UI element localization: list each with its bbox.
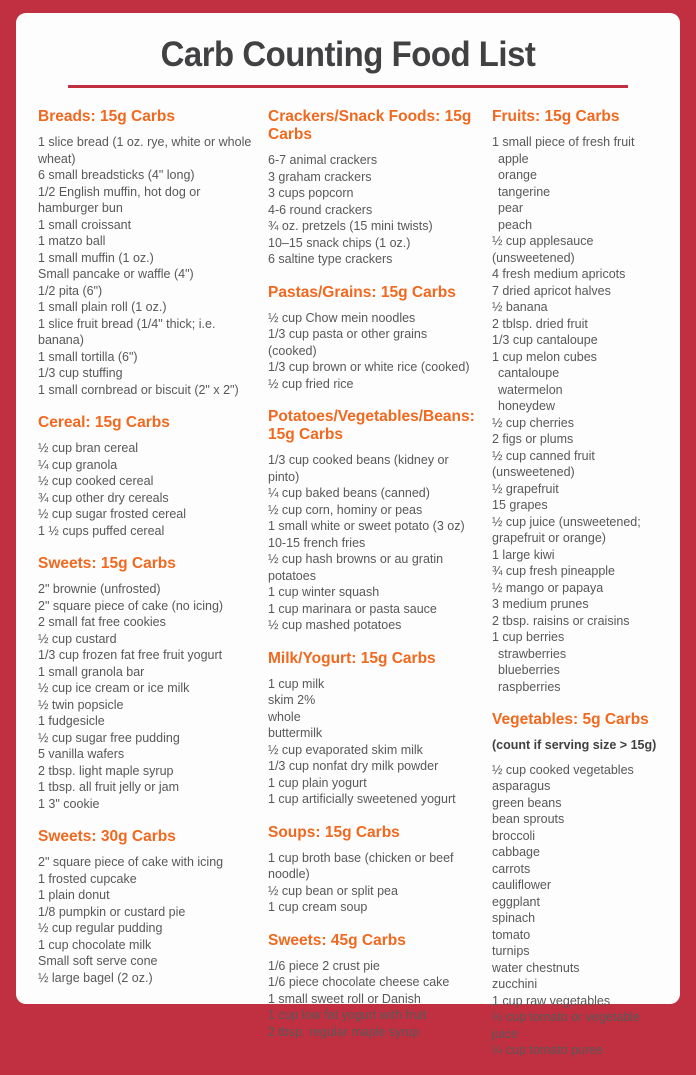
section-heading: Potatoes/Vegetables/Beans: 15g Carbs: [268, 408, 475, 443]
food-item: raspberries: [498, 679, 561, 694]
food-item: 2 small fat free cookies: [38, 615, 166, 629]
food-item: 1 small plain roll (1 oz.): [38, 300, 167, 314]
food-item: cabbage: [492, 845, 540, 859]
food-item: tomato: [492, 927, 531, 942]
food-item: 1 cup marinara or pasta sauce: [268, 601, 437, 616]
food-item: 1/3 cup cooked beans (kidney or pinto): [268, 453, 449, 484]
food-item: ¾ cup fresh pineapple: [492, 564, 616, 578]
food-item: 3 cups popcorn: [268, 186, 354, 200]
food-item: 1 tbsp. all fruit jelly or jam: [38, 780, 180, 794]
food-item: 1 ½ cups puffed cereal: [38, 523, 165, 538]
food-section: [38, 108, 254, 398]
section-heading: Cereal: 15g Carbs: [38, 414, 170, 431]
section-note: (count if serving size > 15g): [492, 738, 657, 752]
food-item: carrots: [492, 861, 531, 876]
food-item: 1/3 cup cantaloupe: [492, 333, 598, 347]
food-section: [38, 828, 254, 986]
food-section: [268, 108, 478, 268]
section-heading: Sweets: 15g Carbs: [38, 555, 176, 572]
food-item: 1 cup raw vegetables: [492, 993, 611, 1008]
food-item: ½ cup tomato or vegetable juice: [492, 1010, 641, 1041]
item-list: [268, 152, 478, 268]
food-item: 2 figs or plums: [492, 432, 574, 446]
food-item: 1 cup milk: [268, 676, 325, 691]
food-item: 1 cup plain yogurt: [268, 775, 367, 790]
item-list: [38, 134, 254, 398]
food-item: 1 cup berries: [492, 630, 565, 644]
food-item: 1/3 cup pasta or other grains (cooked): [268, 327, 428, 358]
item-list: [492, 762, 666, 1059]
food-item: 4 fresh medium apricots: [492, 267, 626, 281]
food-item: Small pancake or waffle (4"): [38, 267, 194, 281]
food-item: 2 tbsp. regular maple syrup: [268, 1024, 420, 1039]
food-item: ½ twin popsicle: [38, 697, 124, 712]
item-list: [268, 958, 478, 1041]
food-item: 2" square piece of cake (no icing): [38, 598, 224, 613]
food-item: 1 plain donut: [38, 888, 110, 902]
food-item: ½ cup cherries: [492, 415, 574, 430]
item-list: [268, 676, 478, 808]
food-item: 1 cup chocolate milk: [38, 937, 152, 952]
food-item: ½ cup canned fruit (unsweetened): [492, 448, 595, 479]
food-item: ½ cup mashed potatoes: [268, 618, 402, 632]
food-section: [268, 824, 478, 916]
food-item: tangerine: [498, 184, 551, 199]
food-item: 2" square piece of cake with icing: [38, 855, 224, 869]
food-item: cantaloupe: [498, 366, 560, 380]
food-item: asparagus: [492, 779, 551, 793]
food-item: ¾ cup other dry cereals: [38, 490, 169, 505]
food-item: 1 small granola bar: [38, 664, 145, 679]
section-heading: Soups: 15g Carbs: [268, 823, 400, 841]
food-item: zucchini: [492, 977, 538, 991]
section-heading: Milk/Yogurt: 15g Carbs: [268, 649, 436, 667]
food-item: 1 small white or sweet potato (3 oz): [268, 519, 465, 533]
food-section: [268, 650, 478, 808]
item-list: [38, 581, 254, 812]
food-item: ½ grapefruit: [492, 481, 559, 496]
food-item: 1/3 cup frozen fat free fruit yogurt: [38, 648, 223, 662]
food-item: 1 3" cookie: [38, 796, 100, 811]
columns-container: [16, 104, 680, 1075]
food-item: 15 grapes: [492, 498, 548, 512]
item-list: [268, 452, 478, 634]
food-item: 1 cup broth base (chicken or beef noodle): [268, 850, 454, 881]
food-item: watermelon: [498, 382, 563, 397]
food-item: Small soft serve cone: [38, 954, 158, 968]
food-item: 1 cup artificially sweetened yogurt: [268, 792, 456, 806]
food-item: ½ cup cooked cereal: [38, 474, 154, 488]
food-item: 1 fudgesicle: [38, 714, 105, 728]
food-item: buttermilk: [268, 726, 323, 740]
food-item: 1 large kiwi: [492, 547, 555, 562]
food-item: blueberries: [498, 663, 560, 677]
food-item: 10–15 snack chips (1 oz.): [268, 235, 411, 250]
food-item: 6-7 animal crackers: [268, 153, 378, 167]
section-heading: Breads: 15g Carbs: [38, 108, 175, 125]
food-item: 1 matzo ball: [38, 234, 106, 248]
food-item: ½ cup cooked vegetables: [492, 762, 634, 777]
food-item: 1 small cornbread or biscuit (2" x 2"): [38, 382, 239, 397]
food-item: ½ cup bean or split pea: [268, 883, 398, 898]
food-item: ½ cup ice cream or ice milk: [38, 681, 190, 695]
food-item: ¼ cup tomato puree: [492, 1043, 604, 1057]
food-item: bean sprouts: [492, 812, 565, 826]
food-item: 1 small croissant: [38, 217, 132, 232]
food-item: 1 small sweet roll or Danish: [268, 991, 421, 1006]
food-item: ½ cup evaporated skim milk: [268, 742, 423, 757]
food-item: 1/6 piece 2 crust pie: [268, 958, 380, 973]
food-section: [268, 284, 478, 393]
food-item: eggplant: [492, 894, 540, 909]
food-item: ½ cup bran cereal: [38, 441, 139, 455]
item-list: [38, 440, 254, 539]
food-item: 1 cup winter squash: [268, 585, 380, 599]
column-1: [38, 108, 268, 1075]
food-item: 1 cup low fat yogurt with fruit: [268, 1008, 427, 1022]
food-item: orange: [498, 168, 537, 182]
food-section: [38, 555, 254, 812]
food-item: 4-6 round crackers: [268, 202, 373, 217]
food-item: broccoli: [492, 828, 536, 843]
food-item: ½ cup hash browns or au gratin potatoes: [268, 552, 444, 583]
item-list: [38, 854, 254, 986]
food-item: pear: [498, 201, 524, 215]
food-item: ¾ oz. pretzels (15 mini twists): [268, 219, 433, 233]
food-item: whole: [268, 709, 301, 724]
food-item: 1/3 cup brown or white rice (cooked): [268, 360, 470, 374]
food-item: ½ cup fried rice: [268, 376, 354, 391]
food-item: green beans: [492, 795, 562, 810]
page-title: Carb Counting Food List: [160, 35, 536, 74]
food-section: [268, 932, 478, 1041]
food-item: 6 saltine type crackers: [268, 252, 393, 266]
food-item: 5 vanilla wafers: [38, 747, 125, 761]
food-item: ½ cup Chow mein noodles: [268, 310, 416, 325]
food-item: spinach: [492, 911, 536, 925]
food-item: 1 cup melon cubes: [492, 349, 597, 364]
section-heading: Vegetables: 5g Carbs: [492, 711, 649, 728]
food-item: ¼ cup granola: [38, 457, 118, 472]
item-list: [492, 134, 666, 695]
food-section: [38, 414, 254, 539]
food-item: 1/2 English muffin, hot dog or hamburger bun: [38, 184, 201, 215]
food-item: ½ cup juice (unsweetened; grapefruit or orange): [492, 514, 641, 545]
food-item: 1 cup cream soup: [268, 900, 368, 914]
food-item: 1 small tortilla (6"): [38, 349, 138, 364]
food-item: 1 small piece of fresh fruit: [492, 135, 635, 149]
section-heading: Crackers/Snack Foods: 15g Carbs: [268, 108, 472, 143]
food-item: 3 graham crackers: [268, 169, 372, 184]
food-item: 1 small muffin (1 oz.): [38, 250, 154, 265]
food-section: [268, 408, 478, 634]
food-item: strawberries: [498, 646, 567, 661]
food-item: 1/3 cup stuffing: [38, 366, 123, 380]
food-item: 7 dried apricot halves: [492, 283, 611, 298]
section-heading: Sweets: 45g Carbs: [268, 931, 406, 949]
food-item: 1 frosted cupcake: [38, 871, 137, 886]
column-3: [492, 108, 680, 1075]
item-list: [268, 850, 478, 916]
food-item: 2 tbsp. light maple syrup: [38, 763, 174, 778]
food-item: ½ mango or papaya: [492, 580, 604, 595]
food-item: 10-15 french fries: [268, 535, 366, 550]
item-list: [268, 310, 478, 393]
section-heading: Sweets: 30g Carbs: [38, 828, 176, 845]
food-item: 2" brownie (unfrosted): [38, 582, 161, 596]
food-item: skim 2%: [268, 693, 316, 707]
food-item: 3 medium prunes: [492, 597, 589, 611]
food-item: 1 slice bread (1 oz. rye, white or whole wheat): [38, 135, 252, 166]
food-item: 1/8 pumpkin or custard pie: [38, 904, 186, 919]
title-divider: [68, 85, 628, 88]
food-item: turnips: [492, 944, 530, 958]
food-item: ½ cup custard: [38, 631, 117, 646]
food-item: apple: [498, 151, 529, 166]
food-section: [492, 711, 666, 1059]
food-item: ½ large bagel (2 oz.): [38, 970, 153, 985]
food-item: 2 tbsp. raisins or craisins: [492, 613, 630, 628]
food-item: 2 tblsp. dried fruit: [492, 316, 588, 331]
food-item: ½ cup corn, hominy or peas: [268, 502, 423, 517]
food-item: ½ cup regular pudding: [38, 921, 163, 935]
food-item: water chestnuts: [492, 960, 580, 975]
food-item: cauliflower: [492, 878, 552, 892]
food-item: 1 slice fruit bread (1/4" thick; i.e. banana): [38, 316, 216, 347]
food-item: ½ cup sugar free pudding: [38, 730, 180, 745]
food-list-card: [16, 13, 680, 1057]
food-item: peach: [498, 217, 533, 232]
food-item: 1/6 piece chocolate cheese cake: [268, 975, 450, 989]
food-item: 6 small breadsticks (4" long): [38, 168, 195, 182]
food-section: [492, 108, 666, 695]
food-item: ½ cup sugar frosted cereal: [38, 507, 186, 521]
food-item: honeydew: [498, 399, 555, 413]
column-2: [268, 108, 492, 1075]
food-item: ¼ cup baked beans (canned): [268, 486, 430, 500]
food-item: ½ cup applesauce (unsweetened): [492, 234, 594, 265]
food-item: 1/2 pita (6"): [38, 283, 103, 298]
food-item: ½ banana: [492, 300, 548, 314]
section-heading: Pastas/Grains: 15g Carbs: [268, 283, 456, 301]
food-item: 1/3 cup nonfat dry milk powder: [268, 759, 439, 773]
section-heading: Fruits: 15g Carbs: [492, 108, 620, 125]
